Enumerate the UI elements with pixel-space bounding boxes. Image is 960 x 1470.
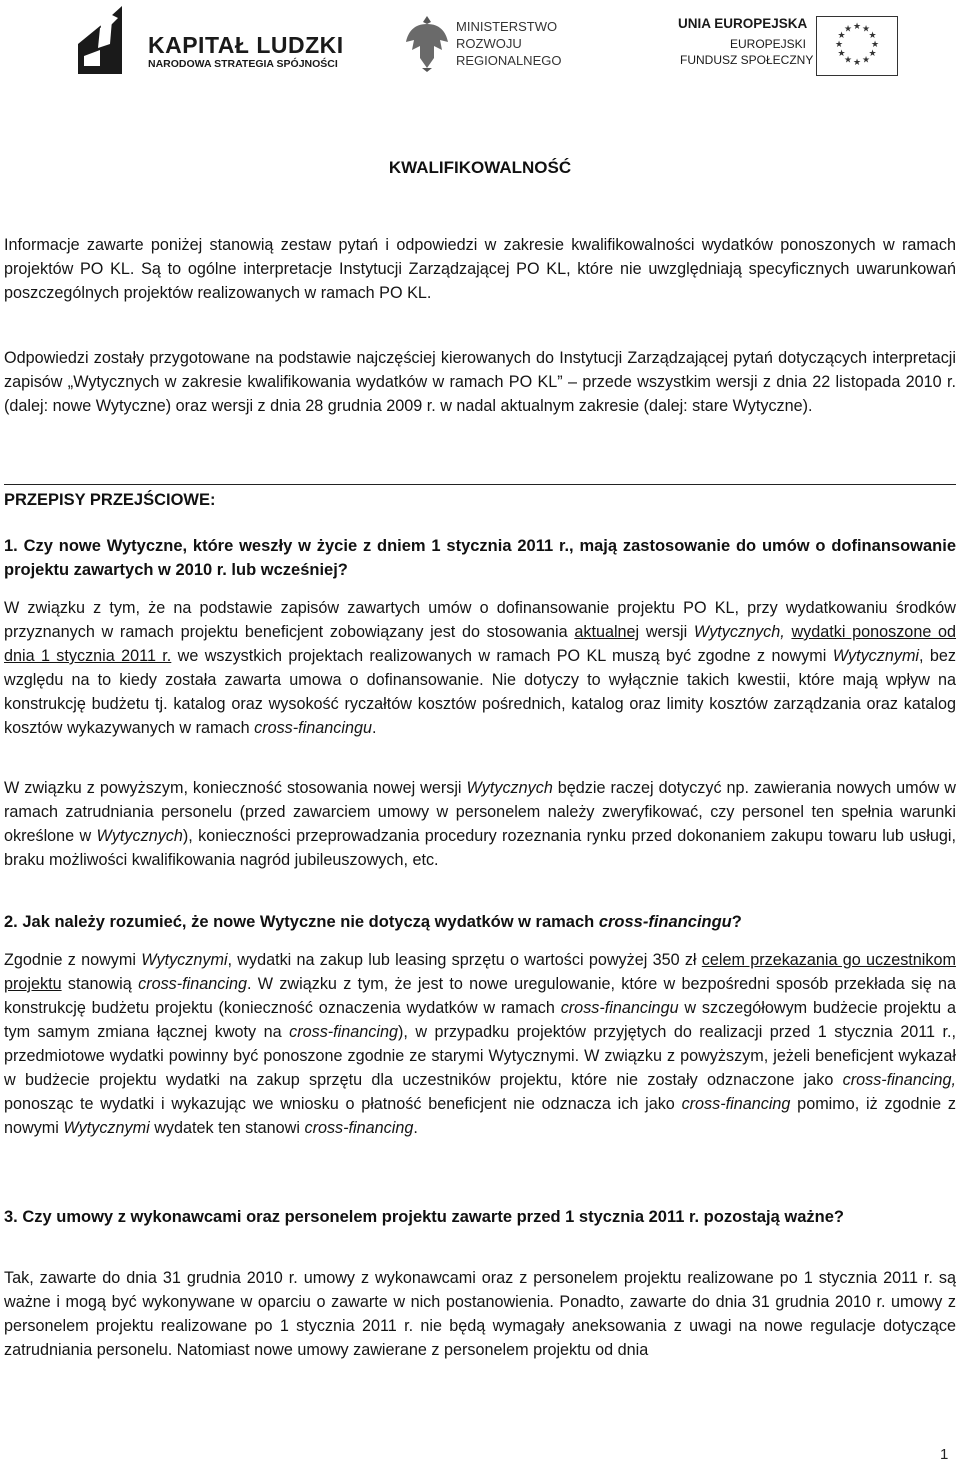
eu-line-3: FUNDUSZ SPOŁECZNY <box>680 53 814 67</box>
document-title: KWALIFIKOWALNOŚĆ <box>388 158 572 177</box>
intro-paragraph-1: Informacje zawarte poniżej stanowią zestaw pytań i odpowiedzi w zakresie kwalifikowalności wydatków ponoszonych w ramach projektów PO KL. Są to ogólne interpretacje Instytucji Zarządzającej PO KL, które nie uwzględniają specyficznych uwarunkowań poszczególnych projektów realizowanych w ramach PO KL. <box>4 236 956 302</box>
ministry-line-2: ROZWOJU <box>456 36 522 51</box>
section-divider <box>4 484 956 485</box>
kapital-ludzki-emblem-icon <box>70 4 130 78</box>
underline-date: wydatki ponoszone od dnia 1 stycznia 2011 r. <box>4 623 957 665</box>
answer-2: Zgodnie z nowymi Wytycznymi, wydatki na zakup lub leasing sprzętu o wartości powyżej 350 zł celem przekazania go uczestnikom projektu stanowią cross-financing. W związku z tym, że jest to nowe uregulowanie, które w bezpośredni sposób przekłada się na konstrukcję budżetu projektu (konieczność oznaczenia wydatków w ramach cross-financingu w szczegółowym budżecie projektu a tym samym zmiana łącznej kwoty na cross-financing), w przypadku projektów przyjętych do realizacji przed 1 stycznia 2011 r., przedmiotowe wydatki powinny być ponoszone zgodnie ze starymi Wytycznymi. W związku z powyższym, jeżeli beneficjent wykazał w budżecie projektu wydatki na zakup sprzętu dla uczestników projektu, które nie zostały odznaczone jako cross-financing, ponosząc te wydatki i wykazując we wniosku o płatność beneficjent nie odznacza ich jako cross-financing pomimo, iż zgodnie z nowymi Wytycznymi wydatek ten stanowi cross-financing. <box>4 951 956 1137</box>
svg-text:★: ★ <box>868 49 877 59</box>
page-header <box>0 0 960 90</box>
answer-3: Tak, zawarte do dnia 31 grudnia 2010 r. umowy z wykonawcami oraz z personelem projektu realizowane po 1 stycznia 2011 r. są ważne i mogą być wykonywane w oparciu o zawarte w nich postanowienia. Ponadto, zawarte do dnia 31 grudnia 2010 r. umowy z personelem projektu realizowane po 1 stycznia 2011 r. nie będą wymagały aneksowania z uwagi na nowe regulacje dotyczące zatrudniania personelu. Natomiast nowe umowy zawierane z personelem projektu od dnia <box>4 1269 956 1359</box>
kapital-ludzki-title: KAPITAŁ LUDZKI <box>148 32 344 58</box>
kapital-ludzki-subtitle: NARODOWA STRATEGIA SPÓJNOŚCI <box>148 58 338 70</box>
kapital-ludzki-logo <box>70 4 370 78</box>
page-number: 1 <box>940 1446 949 1463</box>
svg-text:★: ★ <box>861 55 871 66</box>
svg-text:★: ★ <box>852 58 862 68</box>
eu-line-1: UNIA EUROPEJSKA <box>678 16 808 31</box>
underline-aktualnej: aktualnej <box>574 623 640 641</box>
section-heading: PRZEPISY PRZEJŚCIOWE: <box>4 491 216 509</box>
svg-text:★: ★ <box>868 31 877 41</box>
eu-line-2: EUROPEJSKI <box>730 37 807 51</box>
svg-text:★: ★ <box>837 49 846 59</box>
underline-celem: celem przekazania go uczestnikom projektu <box>4 951 956 993</box>
svg-text:★: ★ <box>870 40 880 50</box>
svg-text:★: ★ <box>834 40 844 50</box>
svg-text:★: ★ <box>843 55 853 66</box>
answer-1-paragraph-1: W związku z tym, że na podstawie zapisów zawartych umów o dofinansowanie projektu PO KL, przy wydatkowaniu środków przyznanych w ramach projektu beneficjent zobowiązany jest do stosowania aktualnej wersji Wytycznych, wydatki ponoszone od dnia 1 stycznia 2011 r. we wszystkich projektach realizowanych w ramach PO KL muszą być zgodne z nowymi Wytycznymi, bez względu na to kiedy została zawarta umowa o dofinansowanie. Nie dotyczy to wyłącznie takich kwestii, które mają wpływ na konstrukcję budżetu tj. katalog oraz wysokość ryczałtów kosztów pośrednich, katalog oraz limity kosztów zarządzania oraz katalog kosztów wykazywanych w ramach cross-financingu. <box>4 599 957 737</box>
svg-text:★: ★ <box>852 22 862 32</box>
ministry-logo <box>404 12 604 78</box>
question-1: 1. Czy nowe Wytyczne, które weszły w życie z dniem 1 stycznia 2011 r., mają zastosowanie do umów o dofinansowanie projektu zawartych w 2010 r. lub wcześniej? <box>4 537 956 579</box>
answer-1-paragraph-2: W związku z powyższym, konieczność stosowania nowej wersji Wytycznych będzie raczej dotyczyć np. zawierania nowych umów w ramach zatrudniania personelu (przed zawarciem umowy w personelem należy zweryfikować, czy personel ten spełnia warunki określone w Wytycznych), konieczności przeprowadzania procedury rozeznania rynku przed dokonaniem zakupu towaru lub usługi, braku możliwości kwalifikowania nagród jubileuszowych, etc. <box>4 779 957 869</box>
svg-text:★: ★ <box>843 24 853 35</box>
ministry-name <box>456 18 561 69</box>
eu-logo <box>668 16 908 78</box>
svg-text:★: ★ <box>861 24 871 35</box>
ministry-line-3: REGIONALNEGO <box>456 53 562 68</box>
svg-text:★: ★ <box>837 31 846 41</box>
question-3: 3. Czy umowy z wykonawcami oraz personelem projektu zawarte przed 1 stycznia 2011 r. pozostają ważne? <box>4 1208 844 1226</box>
eu-flag-icon <box>816 16 898 76</box>
question-2: 2. Jak należy rozumieć, że nowe Wytyczne nie dotyczą wydatków w ramach cross-financingu? <box>4 913 742 931</box>
intro-paragraph-2: Odpowiedzi zostały przygotowane na podstawie najczęściej kierowanych do Instytucji Zarządzającej pytań dotyczących interpretacji zapisów „Wytycznych w zakresie kwalifikowania wydatków w ramach PO KL” – przede wszystkim wersji z dnia 22 listopada 2010 r. (dalej: nowe Wytyczne) oraz wersji z dnia 28 grudnia 2009 r. w nadal aktualnym zakresie (dalej: stare Wytyczne). <box>4 349 956 415</box>
eagle-emblem-icon <box>404 12 450 74</box>
ministry-line-1: MINISTERSTWO <box>456 19 558 34</box>
